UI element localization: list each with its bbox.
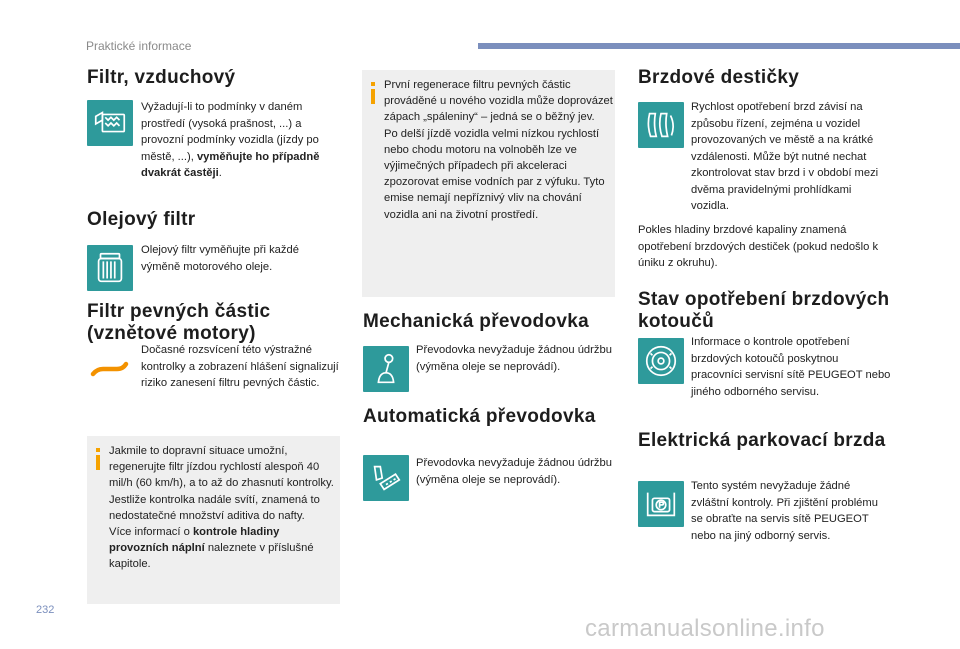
brake-disc-icon (638, 338, 684, 384)
parking-brake-title: Elektrická parkovací brzda (638, 430, 886, 451)
air-filter-text: Vyžadují-li to podmínky v daném prostředí (vysoká prašnost, ...) a provozní podmínky vozidla (jízdy po městě, ...), vyměňujte ho případně dvakrát častěji. (141, 101, 320, 179)
manual-gearbox-title: Mechanická převodovka (363, 311, 589, 332)
air-filter-title: Filtr, vzduchový (87, 67, 236, 88)
regeneration-note (362, 70, 615, 297)
particle-filter-warning-icon (89, 352, 135, 386)
particle-filter-note-text: Jakmile to dopravní situace umožní, regenerujte filtr jízdou rychlostí alespoň 40 mil/h (60 km/h), a to až do zhasnutí kontrolky. Jestliže kontrolka nadále svítí, znamená to nedostatečné množství aditiva do nafty. Více informací o kontrole hladiny provozních náplní naleznete v příslušné kapitole. (109, 445, 334, 571)
oil-filter-text: Olejový filtr vyměňujte při každé výměně motorového oleje. (141, 244, 299, 273)
parking-brake-text: Tento systém nevyžaduje žádné zvláštní kontroly. Při zjištění problému se obraťte na servis sítě PEUGEOT nebo na jiný odborný servis. (691, 480, 878, 542)
particle-filter-note (87, 436, 340, 604)
brake-pads-text: Rychlost opotřebení brzd závisí na způsobu řízení, zejména u vozidel provozovaných ve městě a na krátké vzdálenosti. Může být nutné nechat zkontrolovat stav brzd i v období mezi dvěma pravidelnými prohlídkami vozidla. (691, 101, 879, 212)
info-note-icon (371, 82, 375, 105)
header-bar (478, 43, 960, 49)
automatic-gearbox-title: Automatická převodovka (363, 406, 596, 427)
oil-filter-icon (87, 245, 133, 291)
automatic-gearbox-text: Převodovka nevyžaduje žádnou údržbu (výměna oleje se neprovádí). (416, 457, 612, 486)
particle-filter-text: Dočasné rozsvícení této výstražné kontrolky a zobrazení hlášení signalizují riziko zanesení filtru pevných částic. (141, 344, 339, 389)
brake-fluid-text: Pokles hladiny brzdové kapaliny znamená opotřebení brzdových destiček (pokud nedošlo k úniku z okruhu). (638, 224, 879, 269)
brake-pads-title: Brzdové destičky (638, 67, 800, 88)
electric-parking-brake-icon (638, 481, 684, 527)
particle-filter-title: Filtr pevných částic (vznětové motory) (87, 301, 271, 344)
manual-gearbox-icon (363, 346, 409, 392)
brake-pads-icon (638, 102, 684, 148)
running-header: Praktické informace (86, 39, 192, 53)
info-note-icon (96, 448, 100, 471)
automatic-gearbox-icon (363, 455, 409, 501)
brake-discs-title: Stav opotřebení brzdových kotoučů (638, 289, 890, 332)
air-filter-icon (87, 100, 133, 146)
oil-filter-title: Olejový filtr (87, 209, 196, 230)
brake-discs-text: Informace o kontrole opotřebení brzdových kotoučů poskytnou pracovníci servisní sítě PEUGEOT nebo jiného odborného servisu. (691, 336, 891, 398)
manual-gearbox-text: Převodovka nevyžaduje žádnou údržbu (výměna oleje se neprovádí). (416, 344, 612, 373)
regeneration-note-text: První regenerace filtru pevných částic prováděné u nového vozidla může doprovázet zápach „spáleniny“ – jedná se o běžný jev. Po delší jízdě vozidla velmi nízkou rychlostí nebo chodu motoru na volnoběh lze ve výjimečných případech při akceleraci zpozorovat emise vodních par z výfuku. Tyto emise nemají nepříznivý vliv na chování vozidla ani na životní prostředí. (384, 79, 613, 221)
page-number: 232 (36, 604, 55, 616)
watermark: carmanualsonline.info (585, 615, 825, 642)
